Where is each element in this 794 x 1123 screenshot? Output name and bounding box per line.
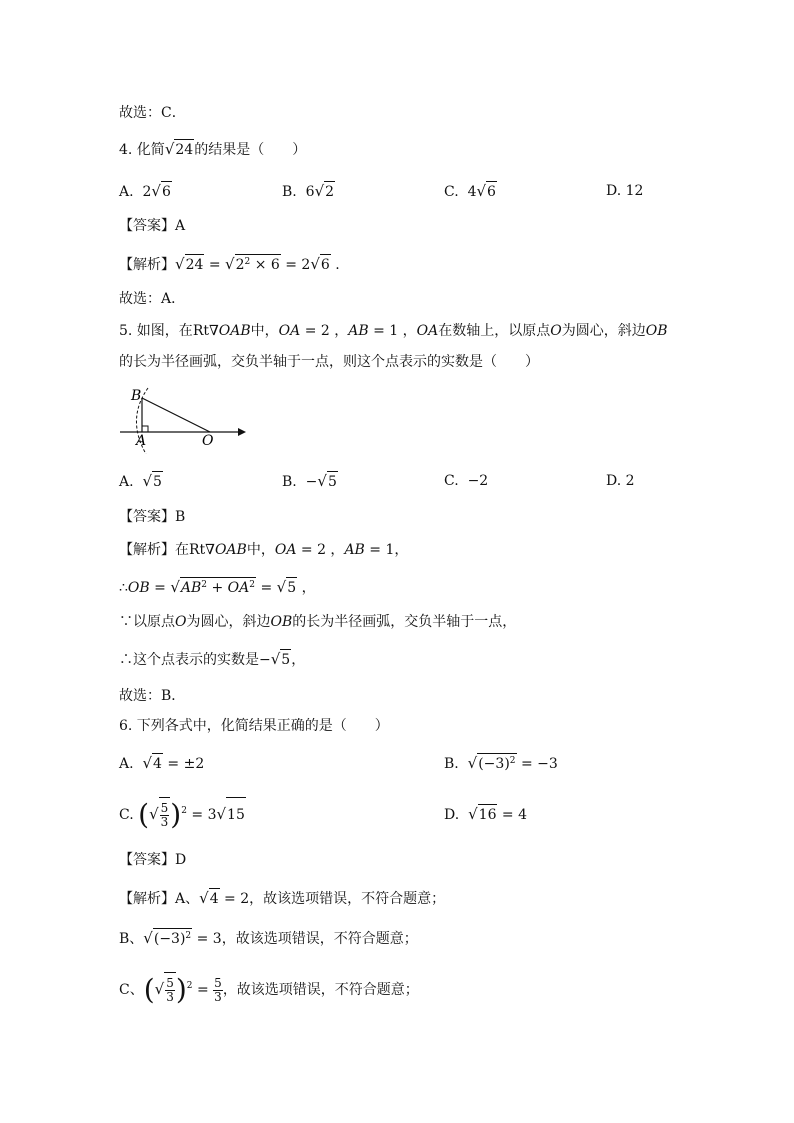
q4-option-a: A. 2√6 [119,182,171,200]
q6-explanation-b: B、$√(-3)^2 = 3$，故该选项错误，不符合题意； [119,929,418,947]
q5-explanation-3: ∵以原点O为圆心，斜边OB的长为半径画弧，交负半轴于一点， [119,614,517,630]
q4-option-d: D. 12 [606,183,644,199]
q6-explanation-a: 【解析】A、√4 = 2，故该选项错误，不符合题意； [119,889,446,907]
question-5-line-1: 5. 如图，在Rt∇OAB中，OA = 2 ，AB = 1 ，OA在数轴上，以原点O为圆心，斜边OB [119,323,668,339]
segment-ob [142,398,210,432]
q4-option-c: C. 4√6 [444,182,496,200]
label-a: A [136,433,147,449]
q6-option-c: C. (√ $\frac{5}{3}$ )$^2$ = 3√15 [119,798,245,831]
q5-option-b: B. −√5 [282,472,337,490]
question-6: 6. 下列各式中，化简结果正确的是（ ） [119,718,389,734]
q5-answer: 【答案】B [119,509,186,525]
label-b: B [131,388,142,404]
q5-conclusion: 故选：B． [119,688,186,704]
q4-answer: 【答案】A [119,218,186,234]
q5-explanation-1: 【解析】在Rt∇OAB中，OA = 2 ，AB = 1， [119,542,409,558]
q4-explanation: 【解析】$√24 = √2^2 \times 6 = 2√6$ . [119,255,340,273]
q5-option-d: D. 2 [606,473,635,489]
conclusion-line: 故选：C． [119,105,186,121]
label-o: O [202,433,214,449]
q5-option-a: A. √5 [119,472,162,490]
q4-conclusion: 故选：A． [119,291,186,307]
axis-arrow-icon [238,428,246,436]
q6-option-d: D. √16 = 4 [444,805,528,823]
q4-option-b: B. 6√2 [282,182,335,200]
geometry-figure [118,384,248,454]
q5-explanation-2: ∴OB = $√AB^2 + OA^2 = √5$ ， [119,578,316,596]
q6-option-b: B. $√(-3)^2 = -3$ [444,754,558,772]
q5-explanation-4: ∴这个点表示的实数是−√5， [119,650,306,668]
q6-option-a: A. √4 = ±2 [119,754,205,772]
q6-explanation-c: C、(√ $\frac{5}{3}$ )$^2$ = $\frac{5}{3}$ ，故该选项错误，不符合题意； [119,973,419,1006]
question-4: 4. 化简√24的结果是（ ） [119,140,307,158]
q5-option-c: C. −2 [444,473,489,489]
right-angle-mark [142,426,148,432]
q6-answer: 【答案】D [119,852,187,868]
question-5-line-2: 的长为半径画弧，交负半轴于一点，则这个点表示的实数是（ ） [119,354,539,370]
